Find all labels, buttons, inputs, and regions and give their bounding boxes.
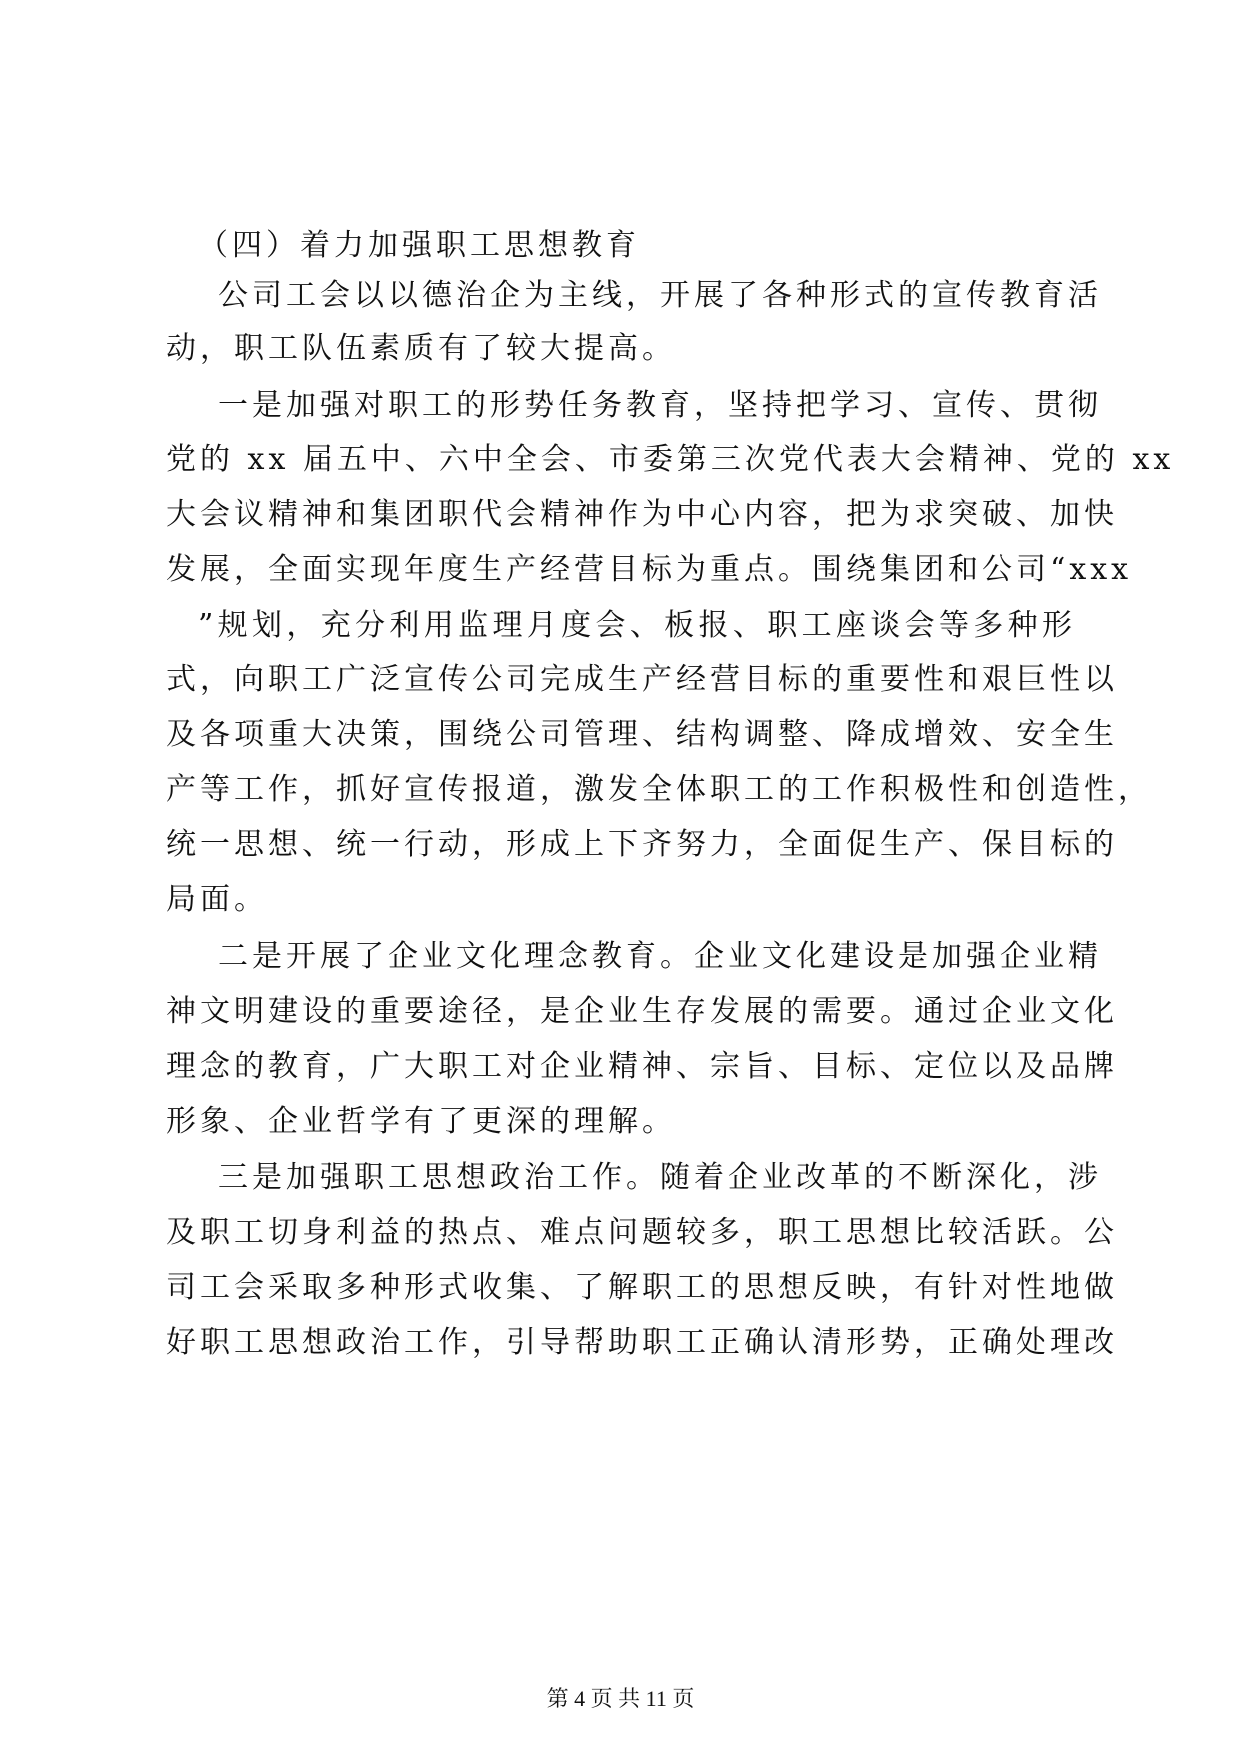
paragraph-line: 及各项重大决策，围绕公司管理、结构调整、降成增效、安全生	[166, 717, 1118, 752]
section-heading: （四）着力加强职工思想教育	[198, 228, 640, 263]
paragraph-line: 理念的教育，广大职工对企业精神、宗旨、目标、定位以及品牌	[166, 1049, 1118, 1084]
paragraph-line: 党的 xx 届五中、六中全会、市委第三次党代表大会精神、党的 xx	[166, 442, 1175, 477]
page-number-footer: 第 4 页 共 11 页	[546, 1686, 695, 1711]
paragraph-line: 司工会采取多种形式收集、了解职工的思想反映，有针对性地做	[166, 1270, 1118, 1305]
paragraph-line: 式，向职工广泛宣传公司完成生产经营目标的重要性和艰巨性以	[166, 662, 1118, 697]
paragraph-line: 公司工会以以德治企为主线，开展了各种形式的宣传教育活	[218, 278, 1102, 313]
paragraph-line: 神文明建设的重要途径，是企业生存发展的需要。通过企业文化	[166, 994, 1118, 1029]
paragraph-line: 形象、企业哲学有了更深的理解。	[166, 1104, 676, 1139]
paragraph-line: 三是加强职工思想政治工作。随着企业改革的不断深化，涉	[218, 1160, 1102, 1195]
paragraph-line: 好职工思想政治工作，引导帮助职工正确认清形势，正确处理改	[166, 1325, 1118, 1360]
paragraph-line: 一是加强对职工的形势任务教育，坚持把学习、宣传、贯彻	[218, 388, 1102, 423]
paragraph-line: 产等工作，抓好宣传报道，激发全体职工的工作积极性和创造性，	[166, 772, 1152, 807]
paragraph-line: ”规划，充分利用监理月度会、板报、职工座谈会等多种形	[198, 608, 1076, 643]
paragraph-line: 大会议精神和集团职代会精神作为中心内容，把为求突破、加快	[166, 497, 1118, 532]
paragraph-line: 及职工切身利益的热点、难点问题较多，职工思想比较活跃。公	[166, 1215, 1118, 1250]
paragraph-line: 动，职工队伍素质有了较大提高。	[166, 331, 676, 366]
paragraph-line: 局面。	[166, 882, 268, 917]
paragraph-line: 发展，全面实现年度生产经营目标为重点。围绕集团和公司“xxx	[166, 552, 1133, 587]
paragraph-line: 二是开展了企业文化理念教育。企业文化建设是加强企业精	[218, 939, 1102, 974]
paragraph-line: 统一思想、统一行动，形成上下齐努力，全面促生产、保目标的	[166, 827, 1118, 862]
